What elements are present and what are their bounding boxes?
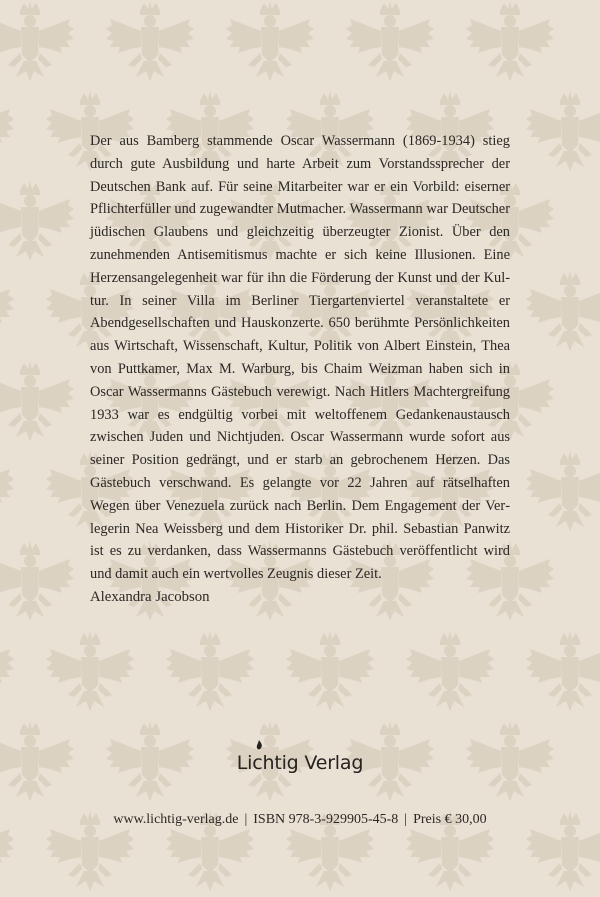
publisher-logo: Lichtig Verlag — [236, 752, 364, 774]
isbn-text: ISBN 978-3-929905-45-8 — [253, 812, 399, 827]
price-text: Preis € 30,00 — [413, 812, 487, 827]
footer-separator: | — [244, 812, 248, 827]
footer-separator: | — [404, 812, 408, 827]
author-name: Alexandra Jacobson — [90, 589, 210, 605]
blurb-text: Der aus Bamberg stammende Oscar Wassermann (1869-1934) stieg durch gute Ausbildung und harte Arbeit zum Vorstandssprecher der Deutschen Bank auf. Für seine Mitarbeiter war er ein Vorbild: eiserner Pflichterfüller und zugewandter Mutmacher. Wassermann war Deutscher jüdischen Glaubens und gleichzeitig überzeugter Zionist. Über den zunehmenden Antisemitismus machte er sich keine Illusionen. Eine Herzensangelegenheit war für ihn die Förderung der Kunst und der Kultur. In seiner Villa im Berliner Tiergartenviertel veranstaltete er Abendgesellschaften und Hauskonzerte. 650 berühmte Persönlichkeiten aus Wirtschaft, Wissenschaft, Kultur, Politik von Albert Einstein, Thea von Puttkamer, Max M. Warburg, bis Chaim Weizman haben sich in Oscar Wassermanns Gästebuch verewigt. Nach Hitlers Machtergreifung 1933 war es endgültig vorbei mit weltoffenem Gedankenaustausch zwischen Juden und Nichtjuden. Oscar Wassermann wurde sofort aus seiner Position gedrängt, und er starb an gebrochenem Herzen. Das Gästebuch verschwand. Es gelangte vor 22 Jahren auf rätselhaften Wegen über Venezuela zurück nach Berlin. Dem Engagement der Verlegerin Nea Weissberg und dem Historiker Dr. phil. Sebastian Panwitz ist es zu verdanken, dass Wassermanns Gästebuch veröffentlicht wird und damit auch ein wertvolles Zeugnis dieser Zeit. — [90, 133, 510, 583]
footer-bar — [0, 811, 600, 829]
website-link[interactable]: www.lichtig-verlag.de — [113, 812, 239, 827]
